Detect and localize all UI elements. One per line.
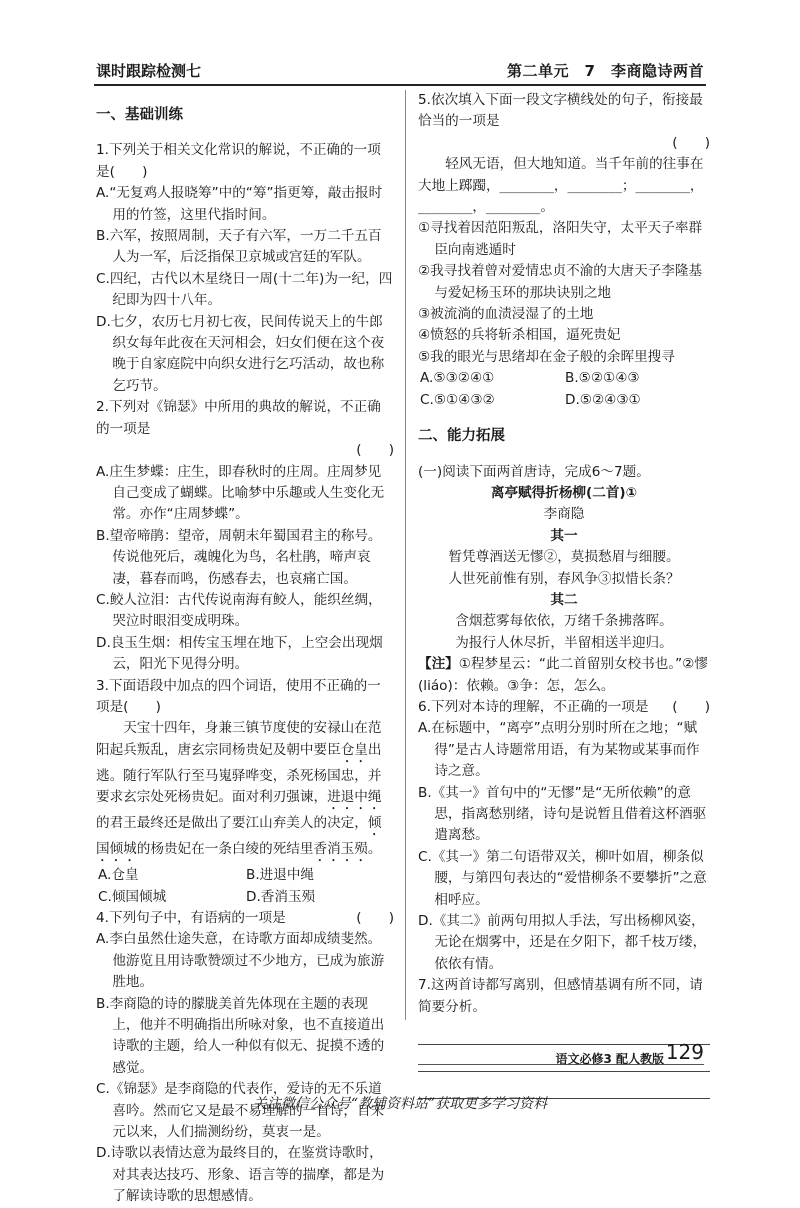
- q5-passage: 轻风无语，但大地知道。当千年前的往事在大地上踯躅，________，________；________，________，________。: [418, 156, 704, 216]
- q3-dotted-word-4: 香消玉殒: [313, 841, 368, 858]
- question-5: [418, 90, 710, 411]
- question-2: [96, 397, 394, 675]
- q4-option-a: A.李白虽然仕途失意，在诗歌方面却成绩斐然。他游览且用诗歌赞颂过不少地方，已成为旅游胜地。: [96, 931, 385, 991]
- q5-option-c: C.⑤①④③②: [420, 391, 495, 408]
- q1-option-b: B.六军，按照周制，天子有六军，一万二千五百人为一军，后泛指保卫京城或宫廷的军队。: [96, 228, 382, 266]
- q2-option-d: D.良玉生烟：相传宝玉埋在地下，上空会出现烟云，阳光下见得分明。: [96, 634, 383, 673]
- poem-part-2-title: 其二: [550, 591, 578, 608]
- q4-stem-text: 4.下列句子中，有语病的一项是: [96, 910, 286, 926]
- q3-passage-part: 天宝十四年，身兼三镇节度使的安禄山在范阳起兵叛乱，唐玄宗同杨贵妃及朝中要臣: [96, 720, 382, 758]
- q3-option-d: D.香消玉殒: [246, 888, 316, 905]
- q4-option-b: B.李商隐的诗的朦胧美首先体现在主题的表现上，他并不明确指出所咏对象，也不直接道出诗歌的主题，给人一种似有似无、捉摸不透的感觉。: [96, 995, 385, 1076]
- poem-notes: [418, 654, 710, 697]
- bottom-watermark-note: 关注微信公众号“教辅资料站”获取更多学习资料: [252, 1096, 548, 1112]
- q5-option-b: B.⑤②①④③: [565, 370, 640, 387]
- q3-option-b: B.进退中绳: [246, 867, 315, 884]
- note-tag: 【注】: [418, 656, 459, 673]
- q3-passage-part: 出逃。随行军队行至马嵬驿哗变，杀死杨国忠，并要求玄宗处死杨贵妃。面对利刃强谏，: [96, 741, 382, 806]
- q4-paren: ( ): [356, 910, 394, 926]
- q3-dotted-word-1: 仓皇: [340, 741, 368, 758]
- q6-stem: [418, 697, 710, 718]
- q5-sentence-2: ②我寻找着曾对爱情忠贞不渝的大唐天子李隆基与爱妃杨玉环的那块诀别之地: [418, 263, 703, 301]
- q5-options: [418, 368, 710, 411]
- q1-option-d: D.七夕，农历七月初七夜，民间传说天上的牛郎织女每年此夜在天河相会，妇女们便在这个夜晚于自家庭院中向织女进行乞巧活动，故也称乞巧节。: [96, 313, 385, 394]
- question-3: [96, 676, 394, 908]
- q6-option-c: C.《其一》第二句语带双关，柳叶如眉，柳条似腰，与第四句表达的“爱惜柳条不要攀折”之意相呼应。: [418, 848, 707, 908]
- q2-option-c: C.鲛人泣泪：古代传说南海有鲛人，能织丝绸，哭泣时眼泪变成明珠。: [96, 591, 382, 630]
- poem-part-2-line-1: 含烟惹雾每依依，万绪千条拂落晖。: [455, 613, 673, 630]
- poem-author: 李商隐: [543, 506, 585, 523]
- q5-paren-line: [418, 133, 710, 154]
- question-7: [418, 975, 710, 1099]
- q3-option-c: C.倾国倾城: [98, 888, 167, 905]
- right-column: [418, 90, 710, 1099]
- q1-stem: 1.下列关于相关文化常识的解说，不正确的一项是( ): [96, 142, 381, 180]
- q3-passage-part: 。: [367, 841, 382, 858]
- note-text: ①程梦星云：“此二首留别女校书也。”②憀(liáo)：依赖。③争：怎，怎么。: [418, 656, 708, 694]
- q3-dotted-word-2: 进退中绳: [327, 789, 382, 806]
- reading-intro: (一)阅读下面两首唐诗，完成6～7题。: [418, 463, 650, 480]
- question-1: [96, 140, 394, 397]
- page-number: 129: [665, 1040, 704, 1064]
- q2-option-a: A.庄生梦蝶：庄生，即春秋时的庄周。庄周梦见自己变成了蝴蝶。比喻梦中乐趣或人生变化无常。亦作“庄周梦蝶”。: [96, 463, 385, 523]
- header-right: 第二单元 7 李商隐诗两首: [507, 62, 704, 80]
- q5-sentence-5: ⑤我的眼光与思绪却在金子般的余晖里搜寻: [418, 348, 675, 365]
- poem-title: 离亭赋得折杨柳(二首)①: [490, 484, 638, 501]
- poem-part-1-line-1: 暂凭尊酒送无憀②，莫损愁眉与细腰。: [448, 549, 680, 566]
- q3-options: [96, 865, 394, 908]
- q5-sentence-1: ①寻找着因范阳叛乱，洛阳失守，太平天子率群臣向南逃遁时: [418, 220, 703, 258]
- q5-sentence-4: ④愤怒的兵将斩杀相国，逼死贵妃: [418, 327, 621, 344]
- header-left: 课时跟踪检测七: [96, 62, 202, 80]
- section-extension: 二、能力拓展: [418, 427, 505, 444]
- q2-paren-line: [96, 440, 394, 461]
- q5-option-a: A.⑤③②④①: [420, 370, 495, 387]
- q4-option-c: C.《锦瑟》是李商隐的代表作，爱诗的无不乐道喜吟。然而它又是最不易理解的一首诗，自宋元以来，人们揣测纷纷，莫衷一是。: [96, 1081, 385, 1141]
- q2-paren: ( ): [356, 442, 394, 459]
- column-divider: [405, 90, 406, 1020]
- q3-option-a: A.仓皇: [98, 867, 139, 884]
- q6-paren: ( ): [672, 698, 710, 715]
- footer-book: 语文必修3 配人教版: [555, 1052, 664, 1066]
- q5-paren: ( ): [672, 134, 710, 151]
- q1-option-c: C.四纪，古代以木星绕日一周(十二年)为一纪，四纪即为四十八年。: [96, 270, 393, 309]
- q6-option-a: A.在标题中，“离亭”点明分别时所在之地；“赋得”是古人诗题常用语，有为某物或某事而作诗之意。: [418, 720, 700, 780]
- q3-dotted-word-3: 倾国倾城: [96, 815, 382, 858]
- poem-part-1-line-2: 人世死前惟有别，春风争③拟惜长条？: [448, 570, 680, 587]
- q3-passage-part: 的君王最终还是做出了要江山弃美人的决定，: [96, 815, 368, 832]
- q3-stem: 3.下面语段中加点的四个词语，使用不正确的一项是( ): [96, 677, 381, 715]
- q2-stem-text: 2.下列对《锦瑟》中所用的典故的解说，不正确的一项是: [96, 399, 381, 437]
- q3-passage-part: 的杨贵妃在一条白绫的死结里: [136, 841, 314, 858]
- q7-stem: 7.这两首诗都写离别，但感情基调有所不同，请简要分析。: [418, 977, 703, 1015]
- q4-option-d: D.诗歌以表情达意为最终目的，在鉴赏诗歌时，对其表达技巧、形象、语言等的揣摩，都是为了解读诗歌的思想感情。: [96, 1145, 385, 1205]
- q6-stem-text: 6.下列对本诗的理解，不正确的一项是: [418, 698, 649, 715]
- q2-stem: [96, 397, 394, 440]
- q6-option-b: B.《其一》首句中的“无憀”是“无所依赖”的意思，指离愁别绪，诗句是说暂且借着这杯酒驱遣离愁。: [418, 784, 707, 844]
- q3-passage: [96, 718, 394, 865]
- question-4: [96, 908, 394, 1208]
- question-6: [418, 697, 710, 975]
- q5-option-d: D.⑤②④③①: [565, 391, 641, 408]
- left-column: [96, 90, 394, 1208]
- q5-sentence-3: ③被流淌的血渍浸湿了的土地: [418, 306, 594, 323]
- header-rule: [94, 84, 706, 86]
- poem-part-1-title: 其一: [550, 527, 578, 544]
- q5-stem: 5.依次填入下面一段文字横线处的句子，衔接最恰当的一项是: [418, 92, 703, 130]
- q4-stem: [96, 908, 394, 929]
- q2-option-b: B.望帝啼鹃：望帝，周朝末年蜀国君主的称号。传说他死后，魂魄化为鸟，名杜鹃，啼声哀凄，暮春而鸣，伤感春去，也哀痛亡国。: [96, 527, 382, 587]
- q6-option-d: D.《其二》前两句用拟人手法，写出杨柳风姿，无论在烟雾中，还是在夕阳下，都千枝万缕，依依有情。: [418, 913, 707, 972]
- q1-option-a: A.“无复鸡人报晓筹”中的“筹”指更筹，敲击报时用的竹签，这里代指时间。: [96, 185, 383, 223]
- poem-part-2-line-2: 为报行人休尽折，半留相送半迎归。: [455, 634, 673, 651]
- section-basic: 一、基础训练: [96, 106, 183, 123]
